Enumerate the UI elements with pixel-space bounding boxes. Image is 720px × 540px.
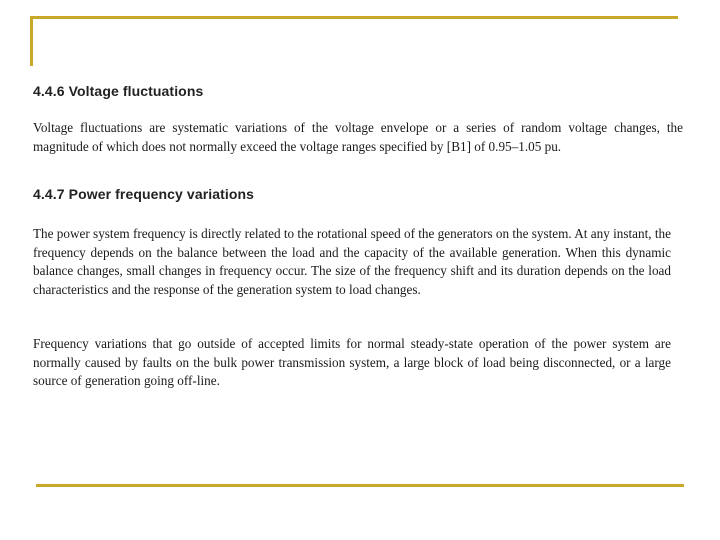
top-border-line (30, 16, 678, 19)
paragraph-frequency-limits: Frequency variations that go outside of accepted limits for normal steady-state operation of the power system are normally caused by faults on the bulk power transmission system, a large block of load being disconnected, or a large source of generation going off-line. (33, 336, 671, 388)
paragraph-voltage-fluctuations: Voltage fluctuations are systematic variations of the voltage envelope or a series of random voltage changes, the magnitude of which does not normally exceed the voltage ranges specified by [B1] of 0.95–1.05 pu. (33, 120, 683, 154)
paragraph-frequency-intro: The power system frequency is directly related to the rotational speed of the generators on the system. At any instant, the frequency depends on the balance between the load and the capacity of the available generation. When this dynamic balance changes, small changes in frequency occur. The size of the frequency shift and its duration depends on the load characteristics and the response of the generation system to load changes. (33, 226, 671, 297)
bottom-border-line (36, 484, 684, 487)
section-heading-voltage-fluctuations: 4.4.6 Voltage fluctuations (33, 83, 204, 99)
left-border-line (30, 16, 33, 66)
section-heading-power-frequency-variations: 4.4.7 Power frequency variations (33, 186, 255, 202)
